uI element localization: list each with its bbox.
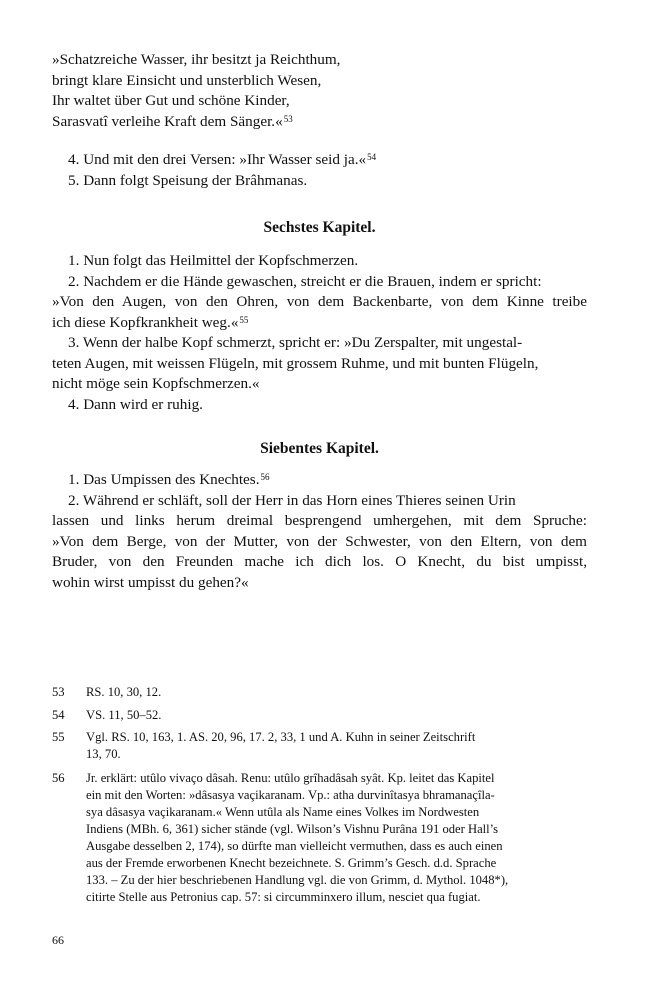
footnote-text: ein mit den Worten: »dâsasya vaçikaranam. Vp.: atha durvinîtasya bhramanaçîla- [86, 788, 495, 802]
chapter-6-paragraph-2-line: »Von den Augen, von den Ohren, von dem Backenbarte, von dem Kinne treibe [52, 293, 587, 310]
footnote-text: sya dâsasya vaçikaranam.« Wenn utûla als Name eines Volkes im Nordwesten [86, 805, 480, 819]
chapter-7-paragraph-2-line: Bruder, von den Freunden mache ich dich los. O Knecht, du bist umpisst, [52, 553, 587, 570]
chapter-heading-7: Siebentes Kapitel. [260, 440, 379, 457]
footnote-ref-55: 55 [239, 314, 249, 325]
footnote-ref-53: 53 [283, 113, 293, 124]
verse-block [52, 50, 587, 132]
paragraphs-4-5 [52, 150, 587, 191]
chapter-7-paragraph-2-line: lassen und links herum dreimal besprengend umhergehen, mit dem Spruche: [52, 512, 587, 529]
chapter-6-paragraph-1: 1. Nun folgt das Heilmittel der Kopfschmerzen. [68, 252, 359, 269]
chapter-6-paragraph-2-line: ich diese Kopfkrankheit weg.«$^{55}$ [52, 313, 249, 331]
footnote-number: 55 [52, 730, 65, 744]
chapter-6-paragraph-3-line: teten Augen, mit weissen Flügeln, mit grossem Ruhme, und mit bunten Flügeln, [52, 354, 539, 372]
footnote-54 [52, 707, 587, 724]
verse-line: »Schatzreiche Wasser, ihr besitzt ja Reichthum, [52, 51, 341, 68]
chapter-7-paragraph-2-line: wohin wirst umpisst du gehen?« [52, 573, 249, 591]
chapter-6-paragraph-2: 2. Nachdem er die Hände gewaschen, streicht er die Brauen, indem er spricht: [68, 272, 542, 290]
page-number: 66 [52, 933, 64, 947]
chapter-6-body [52, 251, 587, 415]
chapter-7-paragraph-1: 1. Das Umpissen des Knechtes.$^{56}$ [68, 471, 270, 488]
chapter-6-paragraph-3: 3. Wenn der halbe Kopf schmerzt, spricht er: »Du Zerspalter, mit ungestal- [68, 334, 523, 351]
verse-line: bringt klare Einsicht und unsterblich Wesen, [52, 71, 322, 89]
chapter-7-body [52, 470, 587, 593]
chapter-6-paragraph-3-line: nicht möge sein Kopfschmerzen.« [52, 375, 260, 392]
chapter-7-paragraph-2-line: »Von dem Berge, von der Mutter, von der Schwester, von den Eltern, von dem [52, 532, 587, 550]
footnote-number: 56 [52, 771, 65, 785]
chapter-7-paragraph-2: 2. Während er schläft, soll der Herr in das Horn eines Thieres seinen Urin [68, 491, 516, 509]
footnote-text: 133. – Zu der hier beschriebenen Handlung vgl. die von Grimm, d. Mythol. 1048*), [86, 873, 509, 887]
footnote-ref-56: 56 [260, 472, 270, 482]
verse-line: Ihr waltet über Gut und schöne Kinder, [52, 92, 290, 109]
footnote-text: 13, 70. [86, 747, 121, 761]
footnote-number: 53 [52, 685, 65, 699]
verse-line: Sarasvatî verleihe Kraft dem Sänger.«$^{53}$ [52, 112, 293, 130]
footnote-56 [52, 770, 587, 906]
footnote-55 [52, 729, 587, 763]
footnote-text: Vgl. RS. 10, 163, 1. AS. 20, 96, 17. 2, 33, 1 und A. Kuhn in seiner Zeitschrift [86, 730, 476, 744]
paragraph-5: 5. Dann folgt Speisung der Brâhmanas. [68, 171, 308, 189]
footnote-text: RS. 10, 30, 12. [86, 685, 162, 699]
paragraph-4: 4. Und mit den drei Versen: »Ihr Wasser seid ja.«$^{54}$ [68, 151, 377, 168]
footnote-number: 54 [52, 708, 65, 722]
footnote-text: aus der Fremde erworbenen Knecht bezeichnete. S. Grimm’s Gesch. d.d. Sprache [86, 856, 497, 870]
footnote-text: Indiens (MBh. 6, 361) sicher stände (vgl. Wilson’s Vishnu Purâna 191 oder Hall’s [86, 822, 499, 836]
chapter-heading-6: Sechstes Kapitel. [263, 219, 376, 236]
chapter-6-paragraph-4: 4. Dann wird er ruhig. [68, 395, 203, 413]
footnote-53 [52, 684, 587, 701]
footnote-text: VS. 11, 50–52. [86, 708, 162, 722]
footnote-ref-54: 54 [367, 152, 377, 162]
footnote-text: citirte Stelle aus Petronius cap. 57: si circumminxero illum, nesciet qua fugiat. [86, 890, 481, 904]
footnote-text: Jr. erklärt: utûlo vivaço dâsah. Renu: utûlo grîhadâsah syât. Kp. leitet das Kapitel [86, 771, 495, 785]
footnote-text: Ausgabe desselben 2, 174), so dürfte man vielleicht vermuthen, dass es auch einen [86, 839, 503, 853]
